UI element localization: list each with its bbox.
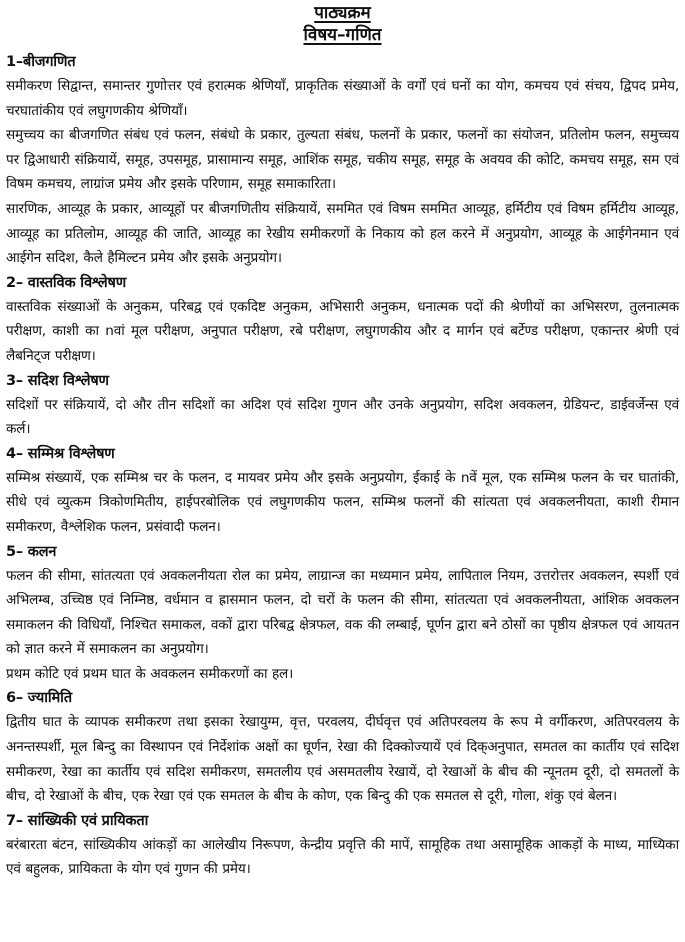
section-paragraph: बरंबारता बंटन, सांख्यिकीय आंकड़ों का आलेखीय निरूपण, केन्द्रीय प्रवृत्ति की मापें, सामूहिक तथा असामूहिक आकड़ों के माध्य, माध्यिका एवं बहुलक, प्रायिकता के योग एवं गुणन की प्रमेय। [6, 836, 679, 878]
document-title [6, 2, 679, 24]
section-complex-analysis [6, 442, 679, 540]
section-geometry [6, 686, 679, 808]
section-paragraph: द्वितीय घात के व्यापक समीकरण तथा इसका रेखायुग्म, वृत्त, परवलय, दीर्घवृत्त एवं अतिपरवलय के रूप मे वर्गीकरण, अतिपरवलय के अनन्तस्पर्शी, मूल बिन्दु का विस्थापन एवं निर्देशांक अक्षों का घूर्णन, रेखा की दिक्कोज्यायें एवं दिक्अनुपात, समतल का कार्तीय एवं सदिश समीकरण, रेखा का कार्तीय एवं सदिश समीकरण, समतलीय एवं असमतलीय रेखायें, दो रेखाओं के बीच की न्यूनतम दूरी, दो समतलों के बीच, दो रेखाओं के बीच, एक रेखा एवं एक समतल के बीच के कोण, एक बिन्दु की एक समतल से दूरी, गोला, शंकु एवं बेलन। [6, 714, 679, 805]
section-heading: 7– सांख्यिकी एवं प्रायिकता [6, 812, 149, 829]
section-vector-analysis [6, 369, 679, 442]
section-calculus [6, 540, 679, 687]
section-paragraph: सारणिक, आव्यूह के प्रकार, आव्यूहों पर बीजगणितीय संक्रियायें, सममित एवं विषम सममित आव्यूह, हर्मिटीय एवं विषम हर्मिटीय आव्यूह, आव्यूह का प्रतिलोम, आव्यूह की जाति, आव्यूह का रेखीय समीकरणों के निकाय को हल करने में अनुप्रयोग, आव्यूह के आईगेनमान एवं आईगेन सदिश, कैले हैमिल्टन प्रमेय और इसके अनुप्रयोग। [6, 200, 679, 267]
section-paragraph: फलन की सीमा, सांतत्यता एवं अवकलनीयता रोल का प्रमेय, लाग्रान्ज का मध्यमान प्रमेय, लापिताल नियम, उत्तरोत्तर अवकलन, स्पर्शी एवं अभिलम्ब, उच्चिष्ठ एवं निम्निष्ठ, वर्धमान व ह्रासमान फलन, दो चरों के फलन की सीमा, सांतत्यता एवं अवकलनीयता, आंशिक अवकलन समाकलन की विधियॉं, निश्चित समाकल, वकों द्वारा परिबद्व क्षेत्रफल, वक की लम्बाई, घूर्णन द्वारा बने ठोसों का पृष्ठीय क्षेत्रफल एवं आयतन को ज्ञात करने में समाकलन का अनुप्रयोग। [6, 567, 679, 658]
section-paragraph: प्रथम कोटि एवं प्रथम घात के अवकलन समीकरणों का हल। [6, 665, 294, 682]
section-statistics-probability [6, 809, 679, 882]
section-heading: 2– वास्तविक विश्लेषण [6, 274, 126, 291]
section-heading: 1–बीजगणित [6, 54, 76, 70]
document-title-text: पाठ्यक्रम [314, 3, 371, 23]
section-heading: 6– ज्यामिति [6, 690, 72, 707]
document-subtitle-text: विषय–गणित [303, 25, 382, 45]
section-paragraph: समुच्चय का बीजगणित संबंध एवं फलन, संबंधो के प्रकार, तुल्यता संबंध, फलनों के प्रकार, फलनों का संयोजन, प्रतिलोम फलन, समुच्चय पर द्विआधारी संक्रियायें, समूह, उपसमूह, प्रासामान्य समूह, आशिंक समूह, चकीय समूह, समूह के अवयव की कोटि, कमचय समूह, सम एवं विषम कमचय, लाग्रांज प्रमेय और इसके परिणाम, समूह समाकारिता। [6, 127, 679, 193]
section-paragraph: सदिशों पर संक्रियायें, दो और तीन सदिशों का अदिश एवं सदिश गुणन और उनके अनुप्रयोग, सदिश अवकलन, ग्रेडियन्ट, डाईवर्जेन्स एवं कर्ल। [6, 396, 679, 438]
document-subtitle [6, 24, 679, 46]
section-paragraph: समीकरण सिद्वान्त, समान्तर गुणोत्तर एवं हरात्मक श्रेणियॉं, प्राकृतिक संख्याओं के वर्गों एवं घनों का योग, कमचय एवं संचय, द्विपद प्रमेय, चरघातांकीय एवं लघुगणकीय श्रेणियॉं। [6, 78, 679, 119]
section-real-analysis [6, 271, 679, 369]
section-paragraph: वास्तविक संख्याओं के अनुकम, परिबद्व एवं एकदिष्ट अनुकम, अभिसारी अनुकम, धनात्मक पदों की श्रेणीयों का अभिसरण, तुलनात्मक परीक्षण, काशी का nवां मूल परीक्षण, अनुपात परीक्षण, रबे परीक्षण, लघुगणकीय और द मार्गन एवं बर्टेण्ड परीक्षण, एकान्तर श्रेणी एवं लैबनिट्ज परीक्षण। [6, 298, 679, 364]
section-heading: 5– कलन [6, 543, 57, 560]
section-heading: 4– सम्मिश्र विश्लेषण [6, 445, 115, 462]
section-algebra [6, 50, 679, 271]
section-heading: 3– सदिश विश्लेषण [6, 372, 109, 389]
section-paragraph: सम्मिश्र संख्यायें, एक सम्मिश्र चर के फलन, द मायवर प्रमेय और इसके अनुप्रयोग, ईकाई के nवें मूल, एक सम्मिश्र फलन के चर घातांकी, सीधे एवं व्युत्कम त्रिकोणमितीय, हाईपरबोलिक एवं लघुगणकीय फलन, सम्मिश्र फलनों की सांत्यता एवं अवकलनीयता, काशी रीमान समीकरण, वैश्लेशिक फलन, प्रसंवादी फलन। [6, 469, 679, 535]
